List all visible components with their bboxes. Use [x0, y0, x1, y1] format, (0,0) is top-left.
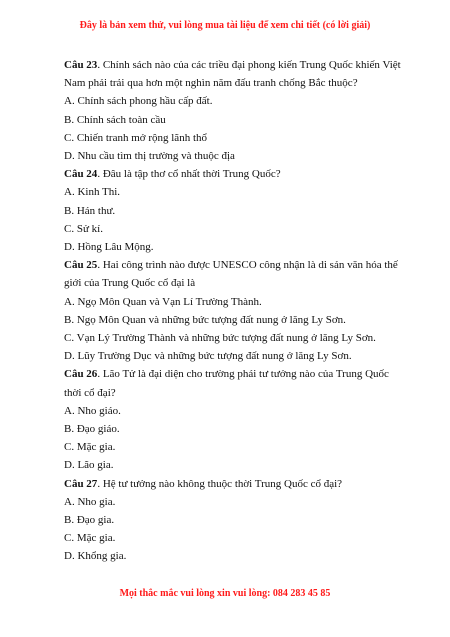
- option-d: D. Nhu cầu tìm thị trường và thuộc địa: [64, 150, 235, 163]
- question-text-continued: giới của Trung Quốc cổ đại là: [64, 277, 196, 290]
- question-27: [64, 475, 404, 566]
- question-text: Câu 27. Hệ tư tưởng nào không thuộc thời Trung Quốc cổ đại?: [64, 477, 343, 490]
- option-d: D. Hồng Lâu Mộng.: [64, 241, 154, 254]
- question-text: Câu 24. Đâu là tập thơ cổ nhất thời Trung Quốc?: [64, 168, 281, 181]
- option-a: A. Nho giáo.: [64, 404, 121, 417]
- option-c: C. Mặc gia.: [64, 441, 116, 454]
- question-26: [64, 365, 404, 474]
- option-c: C. Chiến tranh mở rộng lãnh thổ: [64, 131, 207, 144]
- option-d: D. Lũy Trường Dục và những bức tượng đất nung ở lăng Ly Sơn.: [64, 350, 352, 363]
- preview-banner: Đây là bản xem thử, vui lòng mua tài liệu để xem chi tiết (có lời giải): [79, 20, 371, 31]
- question-label: Câu 25: [64, 259, 98, 272]
- option-c: C. Vạn Lý Trường Thành và những bức tượng đất nung ở lăng Ly Sơn.: [64, 332, 376, 345]
- option-b: B. Hán thư.: [64, 204, 116, 217]
- question-text-continued: thời cổ đại?: [64, 386, 116, 399]
- option-b: B. Ngọ Môn Quan và những bức tượng đất nung ở lăng Ly Sơn.: [64, 313, 346, 326]
- option-c: C. Mặc gia.: [64, 532, 116, 545]
- option-a: A. Chính sách phong hầu cấp đất.: [64, 95, 213, 108]
- question-text: Câu 23. Chính sách nào của các triều đại phong kiến Trung Quốc khiến Việt: [64, 59, 401, 71]
- option-d: D. Khổng gia.: [64, 550, 127, 563]
- question-text: Câu 26. Lão Tử là đại diện cho trường phái tư tưởng nào của Trung Quốc: [64, 368, 389, 381]
- question-list: [64, 56, 404, 566]
- option-b: B. Chính sách toàn cầu: [64, 113, 166, 126]
- option-b: B. Đạo gia.: [64, 514, 115, 527]
- question-24: [64, 165, 404, 256]
- question-label: Câu 27: [64, 477, 98, 490]
- option-a: A. Kinh Thi.: [64, 186, 121, 199]
- question-label: Câu 26: [64, 368, 98, 381]
- option-b: B. Đạo giáo.: [64, 423, 120, 436]
- option-d: D. Lão gia.: [64, 459, 114, 472]
- question-23: [64, 56, 404, 165]
- contact-footer: Mọi thắc mắc vui lòng xin vui lòng: 084 283 45 85: [119, 588, 331, 599]
- option-c: C. Sử kí.: [64, 222, 103, 235]
- question-25: [64, 256, 404, 365]
- option-a: A. Ngọ Môn Quan và Vạn Lí Trường Thành.: [64, 295, 262, 308]
- question-text-continued: Nam phải trải qua hơn một nghìn năm đấu tranh chống Bắc thuộc?: [64, 77, 358, 90]
- question-label: Câu 23: [64, 59, 98, 71]
- option-a: A. Nho gia.: [64, 495, 116, 508]
- question-label: Câu 24: [64, 168, 98, 181]
- question-text: Câu 25. Hai công trình nào được UNESCO công nhận là di sản văn hóa thế: [64, 259, 398, 272]
